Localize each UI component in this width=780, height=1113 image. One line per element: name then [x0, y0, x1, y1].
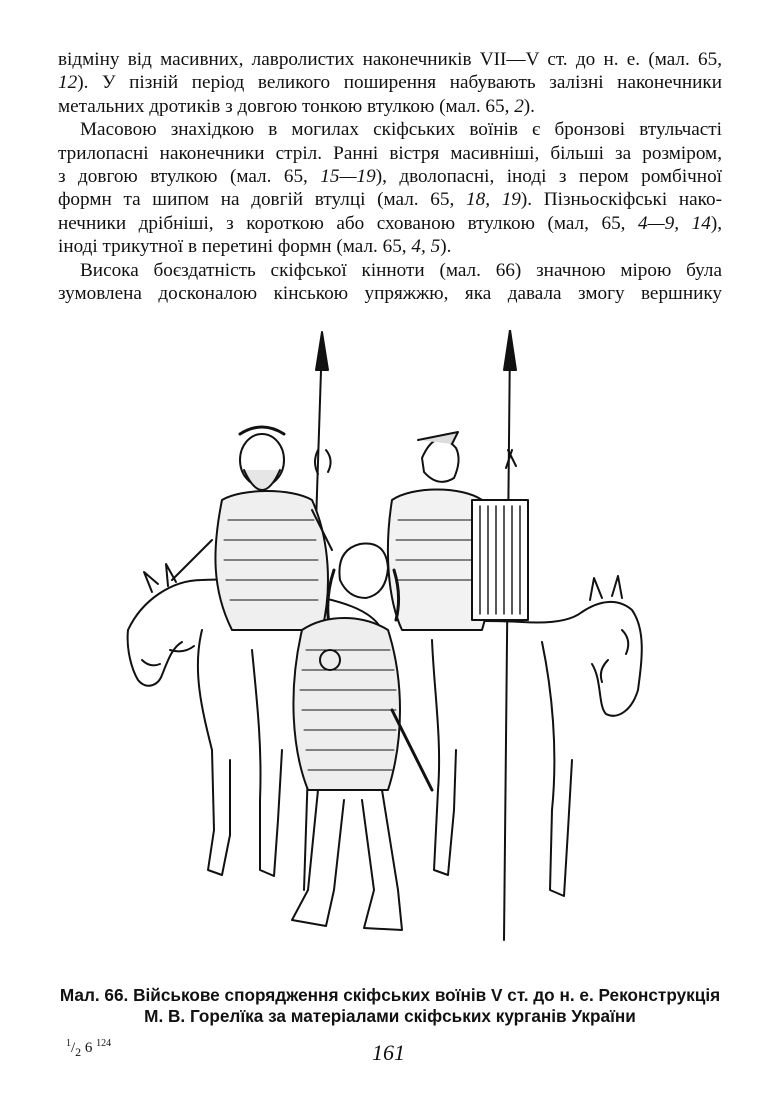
body-text — [58, 48, 722, 305]
page-number: 161 — [372, 1040, 405, 1065]
signature-slash: / — [71, 1040, 76, 1056]
text-line — [58, 95, 722, 118]
italic-reference: 4, 5 — [411, 236, 441, 258]
left-rider — [172, 427, 332, 630]
text-segment: ). — [523, 95, 535, 117]
spear-right — [504, 330, 516, 940]
italic-reference: 15—19 — [320, 166, 376, 188]
italic-reference: 2 — [514, 95, 524, 117]
text-line — [58, 118, 722, 141]
italic-reference: 18, 19 — [466, 189, 521, 211]
figure-caption — [40, 985, 740, 1027]
text-segment: ), — [710, 212, 722, 234]
text-segment: формн та шипом на довгій втулці (мал. 65, — [58, 189, 466, 211]
signature-code: 124 — [96, 1038, 112, 1049]
text-line — [58, 282, 722, 305]
text-segment: ). Пізньоскіфські нако- — [520, 189, 722, 211]
text-line — [58, 259, 722, 282]
caption-line-1: Мал. 66. Військове спорядження скіфських воїнів V ст. до н. е. Реконструкція — [59, 985, 721, 1005]
text-segment: нечники дрібніші, з короткою або схованою втулкою (мал, 65, — [58, 212, 639, 234]
text-segment: ). — [440, 236, 452, 258]
signature-numerator: 1 — [66, 1038, 71, 1049]
text-line — [58, 165, 722, 188]
text-segment: з довгою втулкою (мал. 65, — [58, 166, 321, 188]
text-segment: трилопасні наконечники стріл. Ранні вістря масивніші, більші за розміром, — [58, 142, 722, 164]
text-line — [58, 71, 722, 94]
text-line — [58, 212, 722, 235]
scythian-warriors-illustration — [112, 330, 652, 950]
text-segment: зумовлена досконалою кінською упряжжю, яка давала змогу вершнику — [58, 283, 722, 305]
text-segment: відміну від масивних, лавролистих наконечників VII—V ст. до н. е. (мал. 65, — [58, 49, 722, 70]
italic-reference: 4—9, 14 — [638, 212, 711, 234]
right-rider — [388, 432, 528, 630]
text-line — [58, 188, 722, 211]
text-segment: метальних дротиків з довгою тонкою втулкою (мал. 65, — [58, 95, 515, 117]
text-segment: Масовою знахідкою в могилах скіфських воїнів є бронзові втульчасті — [80, 119, 722, 141]
text-segment: ). У пізній період великого поширення набувають залізні наконечники — [77, 72, 722, 94]
signature-number: 6 — [84, 1040, 93, 1056]
text-line — [58, 48, 722, 71]
printer-signature — [66, 1038, 111, 1060]
italic-reference: 12 — [58, 72, 78, 94]
text-segment: Висока боєздатність скіфської кінноти (мал. 66) значною мірою була — [80, 259, 722, 281]
caption-line-2: М. В. Горелїка за матеріалами скіфських курганів України — [144, 1006, 636, 1026]
text-line — [58, 142, 722, 165]
signature-denominator: 2 — [75, 1045, 82, 1059]
text-segment: іноді трикутної в перетині формн (мал. 65, — [58, 236, 412, 258]
text-segment: ), дволопасні, іноді з пером ромбічної — [375, 166, 722, 188]
text-line — [58, 235, 722, 258]
